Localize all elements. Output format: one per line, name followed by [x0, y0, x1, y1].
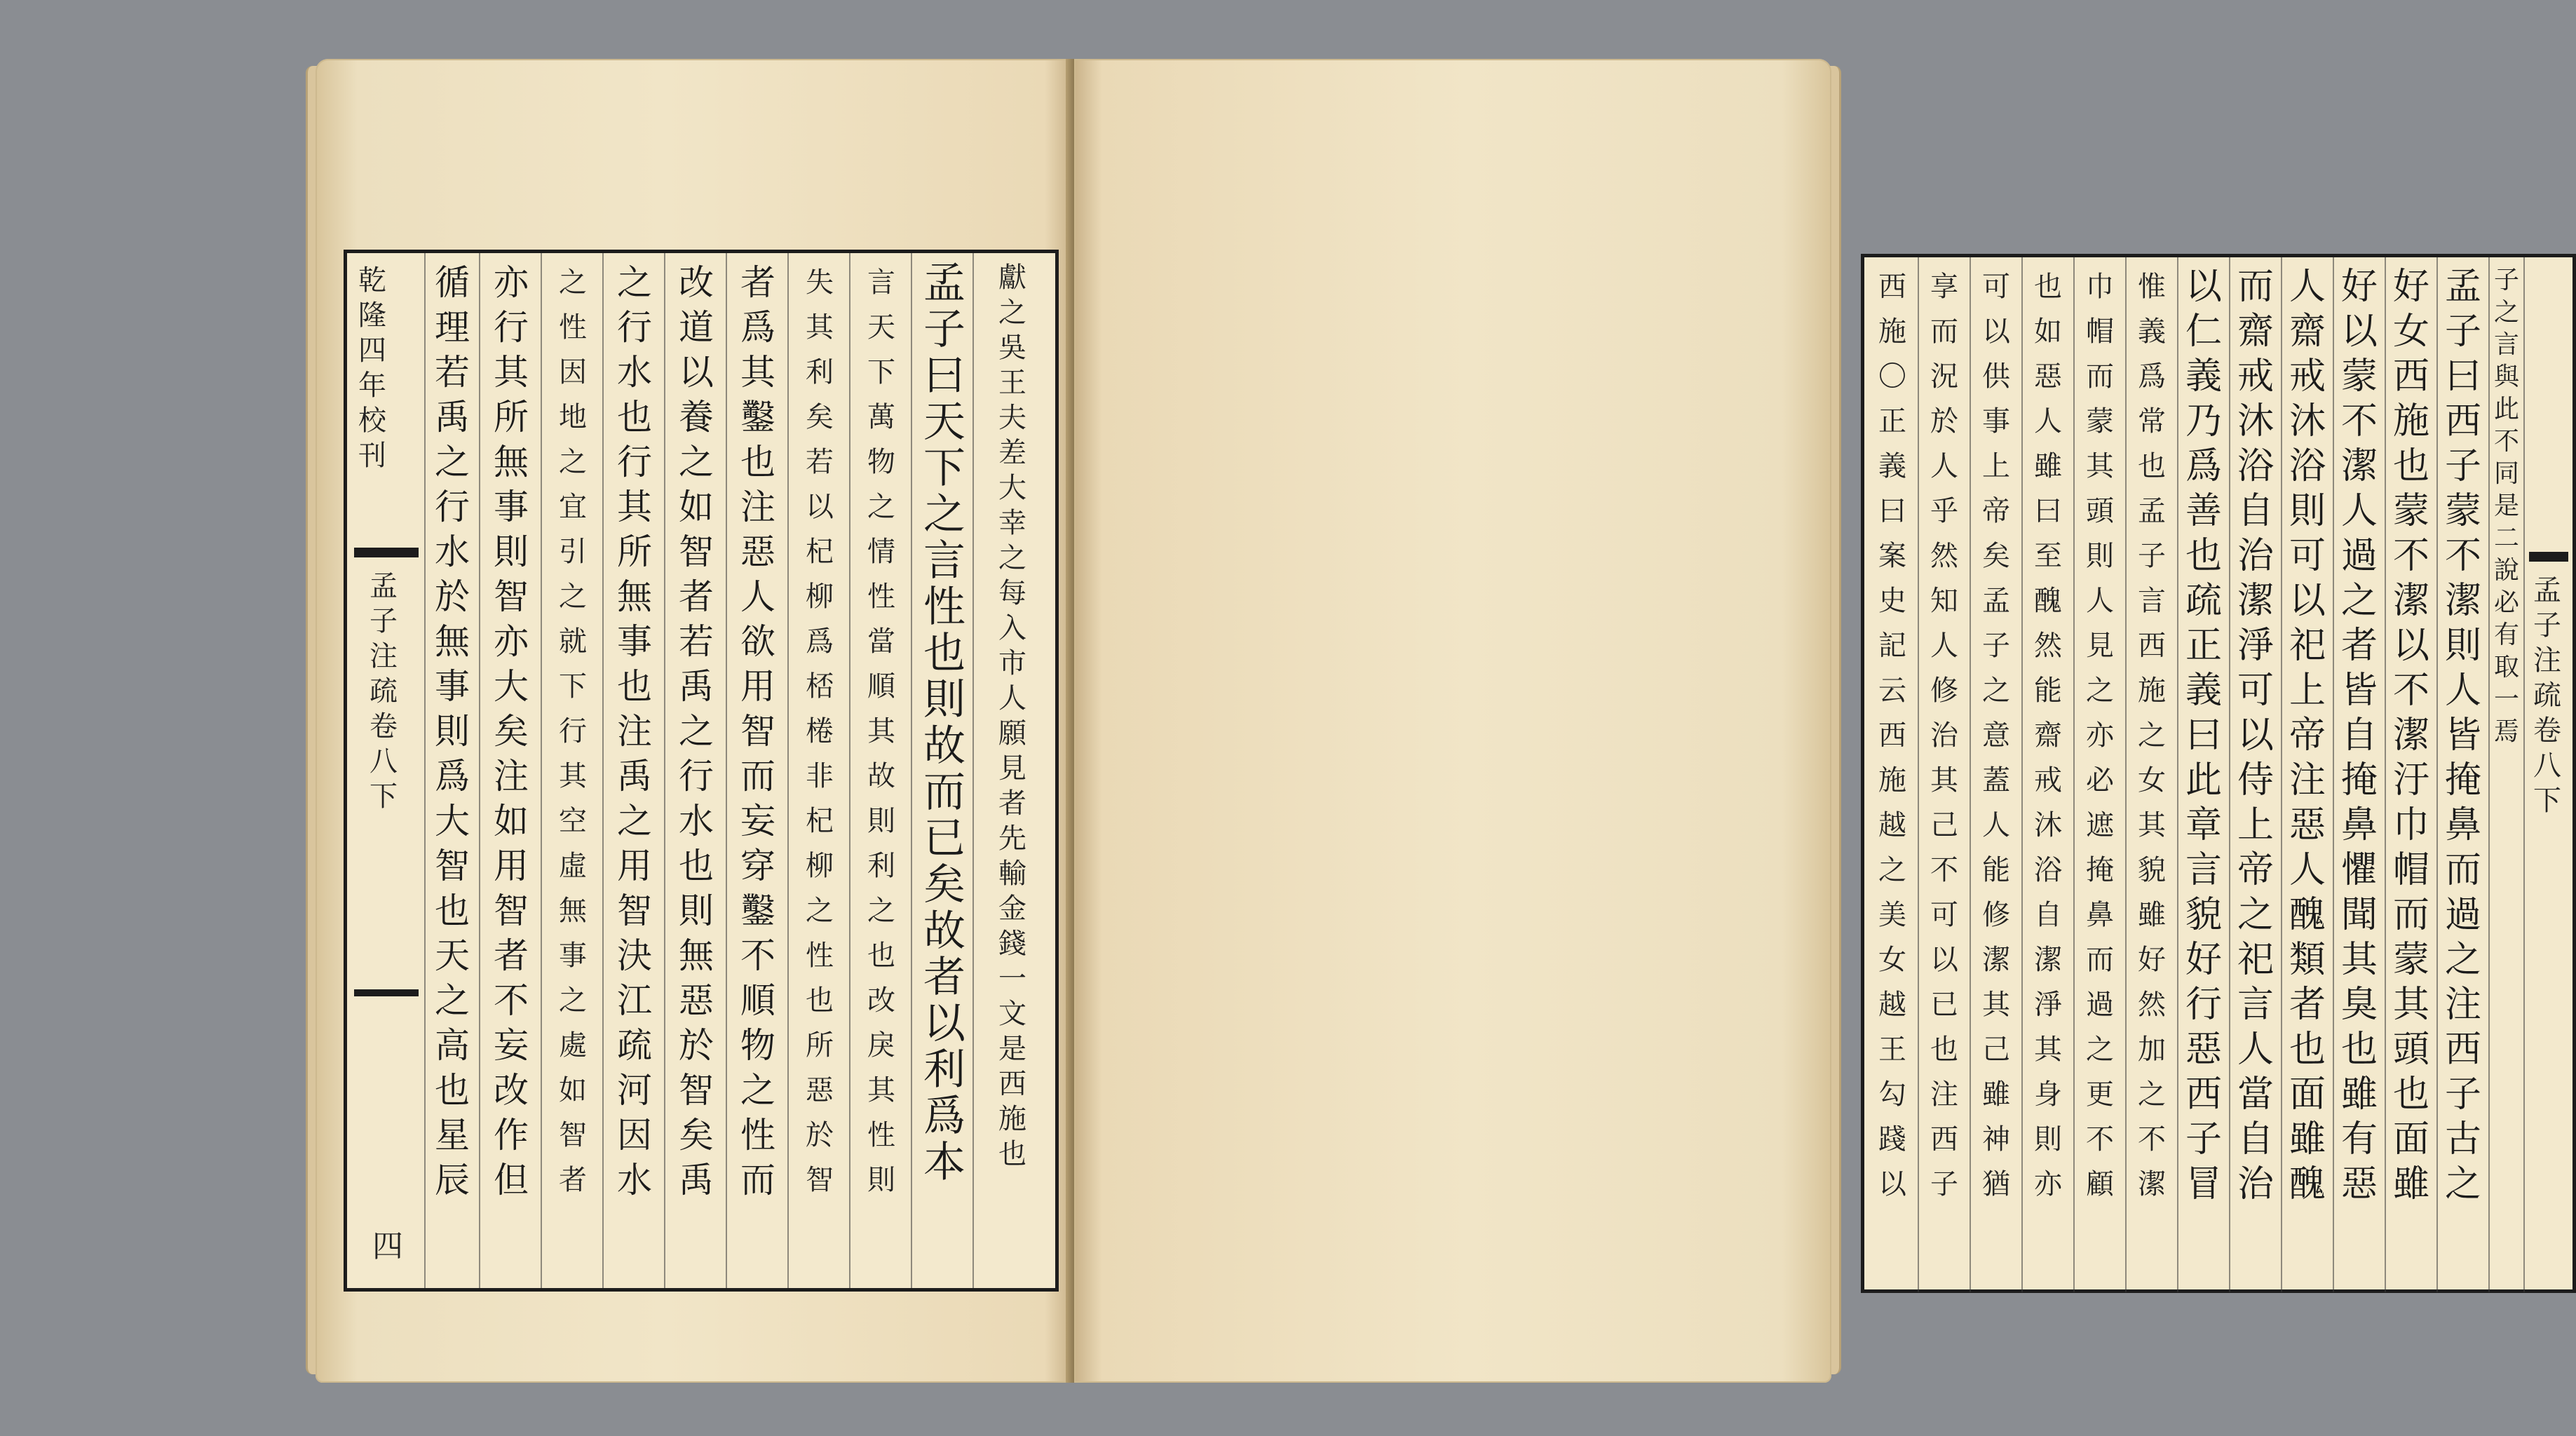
- text-column: [2075, 264, 2125, 1207]
- text-column: [853, 260, 909, 1203]
- text-column: [426, 260, 479, 1203]
- column-rule: [911, 253, 912, 1288]
- column-text: 西施〇正義曰案史記云西施越之美女越王勾踐以: [1878, 271, 1906, 1200]
- column-text: 享而況於人乎然知人修治其己不可以已也注西子: [1930, 271, 1958, 1200]
- column-rule: [541, 253, 542, 1288]
- fish-tail-mark: [354, 989, 419, 996]
- text-column: [2127, 264, 2177, 1207]
- column-text: 失其利矣若以杞柳爲桮棬非杞柳之性也所惡於智: [806, 266, 834, 1196]
- text-column: [2230, 264, 2281, 1207]
- right-page: [1074, 59, 2561, 1383]
- column-text: 孟子曰天下之言性也則故而已矣故者以利爲本: [923, 259, 965, 1187]
- text-column: [2386, 264, 2436, 1207]
- column-text: 之行水也行其所無事也注禹之用智決江疏河因水: [617, 262, 652, 1200]
- text-column: [915, 260, 971, 1186]
- column-text: 以仁義乃爲善也疏正義曰此章言貌好行惡西子冒: [2185, 266, 2222, 1205]
- text-column: [792, 260, 848, 1203]
- text-column: [2438, 264, 2488, 1207]
- text-column: [668, 260, 724, 1203]
- column-text: 亦行其所無事則智亦大矣注如用智者不妄改作但: [494, 262, 529, 1200]
- column-rule: [479, 253, 480, 1288]
- column-rule: [849, 253, 850, 1288]
- column-text: 巾帽而蒙其頭則人見之亦必遮掩鼻而過之更不顧: [2086, 271, 2114, 1200]
- column-text: 言天下萬物之情性當順其故則利之也改戾其性則: [867, 266, 895, 1196]
- right-text-frame: [1861, 254, 2576, 1293]
- text-column: [483, 260, 539, 1203]
- column-rule: [2523, 257, 2525, 1292]
- column-text: 惟義爲常也孟子言西施之女其貌雖好然加之不潔: [2138, 271, 2166, 1200]
- column-rule: [787, 253, 789, 1288]
- text-column: [545, 260, 601, 1203]
- column-rule: [602, 253, 604, 1288]
- column-text: 孟子曰西子蒙不潔則人皆掩鼻而過之注西子古之: [2444, 266, 2481, 1205]
- column-text: 而齋戒沐浴自治潔淨可以侍上帝之祀言人當自治: [2237, 266, 2274, 1205]
- text-column: [1867, 264, 1918, 1207]
- fish-tail-mark: [354, 548, 419, 557]
- column-text: 循理若禹之行水於無事則爲大智也天之高也星辰: [435, 262, 470, 1200]
- text-column: [2282, 264, 2333, 1207]
- column-text: 可以供事上帝矣孟子之意蓋人能修潔其己雖神猶: [1982, 271, 2010, 1200]
- column-text: 人齋戒沐浴則可以祀上帝注惡人醜類者也面雖醜: [2289, 266, 2326, 1205]
- column-text: 獻之吳王夫差大幸之每入市人願見者先輸金錢一文是西施也: [998, 262, 1026, 1170]
- printing-date: 乾隆四年校刊: [358, 264, 386, 472]
- column-rule: [664, 253, 665, 1288]
- left-page: [316, 59, 1073, 1383]
- column-text: 者爲其鑿也注惡人欲用智而妄穿鑿不順物之性而: [740, 262, 775, 1200]
- text-column: [1971, 264, 2021, 1207]
- column-rule: [726, 253, 727, 1288]
- column-text: 也如惡人雖曰至醜然能齋戒沐浴自潔淨其身則亦: [2034, 271, 2062, 1200]
- column-text: 子之言與此不同是二說必有取一焉: [2493, 266, 2519, 746]
- text-column: [730, 260, 786, 1203]
- text-column: [2490, 264, 2523, 748]
- column-text: 之性因地之宜引之就下行其空虛無事之處如智者: [559, 266, 587, 1196]
- page-number: 四: [372, 1228, 403, 1264]
- right-margin-title: 孟子注疏卷八下: [2533, 574, 2561, 817]
- fish-tail-mark: [2529, 552, 2568, 562]
- left-margin-title: 孟子注疏卷八下: [370, 570, 398, 813]
- column-text: 好以蒙不潔人過之者皆自掩鼻懼聞其臭也雖有惡: [2340, 266, 2378, 1205]
- open-book: [316, 59, 2561, 1383]
- text-column: [606, 260, 663, 1203]
- text-column: [974, 260, 1051, 1172]
- column-text: 改道以養之如智者若禹之行水也則無惡於智矣禹: [679, 262, 714, 1200]
- column-text: 好女西施也蒙不潔以不潔汙巾帽而蒙其頭也面雖: [2392, 266, 2429, 1205]
- left-text-frame: [344, 250, 1059, 1292]
- text-column: [2334, 264, 2385, 1207]
- text-column: [1919, 264, 1970, 1207]
- text-column: [2178, 264, 2229, 1207]
- text-column: [2023, 264, 2073, 1207]
